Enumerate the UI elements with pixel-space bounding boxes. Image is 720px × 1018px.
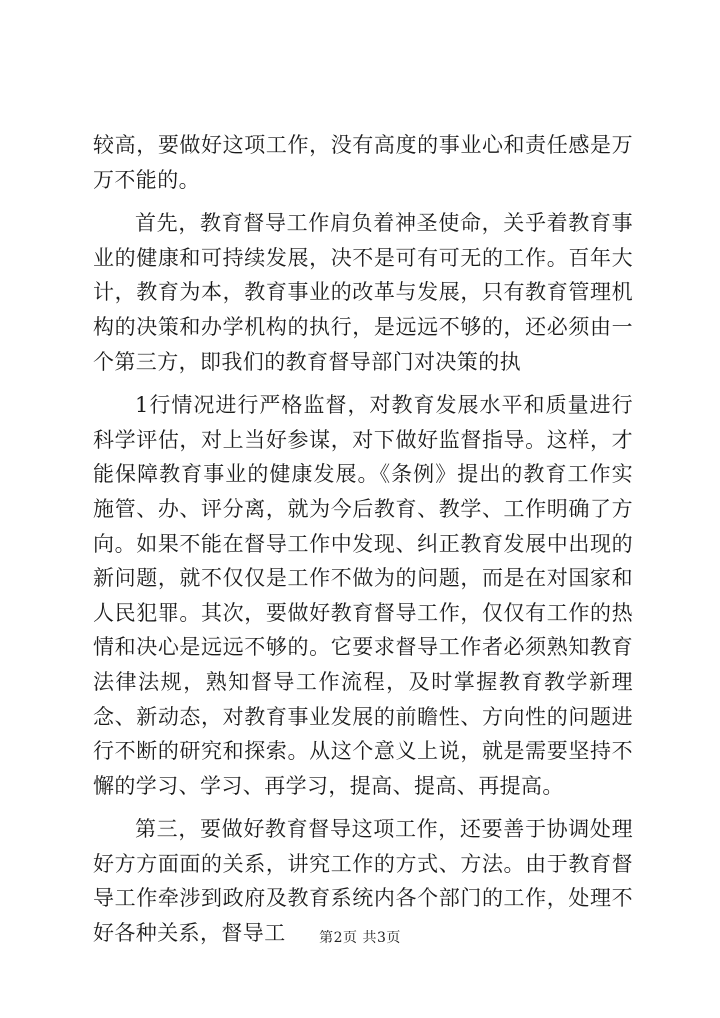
paragraph-second-point: 1行情况进行严格监督，对教育发展水平和质量进行科学评估，对上当好参谋，对下做好监督指导。这样，才能保障教育事业的健康发展。《条例》提出的教育工作实施管、办、评分离，就为今后教育、教学、工作明确了方向。如果不能在督导工作中发现、纠正教育发展中出现的新问题，就不仅仅是工作不做为的问题，而是在对国家和人民犯罪。其次，要做好教育督导工作，仅仅有工作的热情和决心是远远不够的。它要求督导工作者必须熟知教育法律法规，熟知督导工作流程，及时掌握教育教学新理念、新动态，对教育事业发展的前瞻性、方向性的问题进行不断的研究和探索。从这个意义上说，就是需要坚持不懈的学习、学习、再学习，提高、提高、再提高。 [93, 393, 633, 798]
paragraph-third-point: 第三，要做好教育督导这项工作，还要善于协调处理好方方面面的关系，讲究工作的方式、方法。由于教育督导工作牵涉到政府及教育系统内各个部门的工作，处理不好各种关系，督导工 [93, 817, 633, 946]
paragraph-first-point: 首先，教育督导工作肩负着神圣使命，关乎着教育事业的健康和可持续发展，决不是可有可无的工作。百年大计，教育为本，教育事业的改革与发展，只有教育管理机构的决策和办学机构的执行，是远远不够的，还必须由一个第三方，即我们的教育督导部门对决策的执 [93, 211, 633, 374]
paragraph-continuation: 较高，要做好这项工作，没有高度的事业心和责任感是万万不能的。 [93, 133, 633, 192]
page-footer [0, 927, 720, 947]
page-number: 第2页 共3页 [319, 930, 401, 946]
document-body [93, 128, 633, 951]
